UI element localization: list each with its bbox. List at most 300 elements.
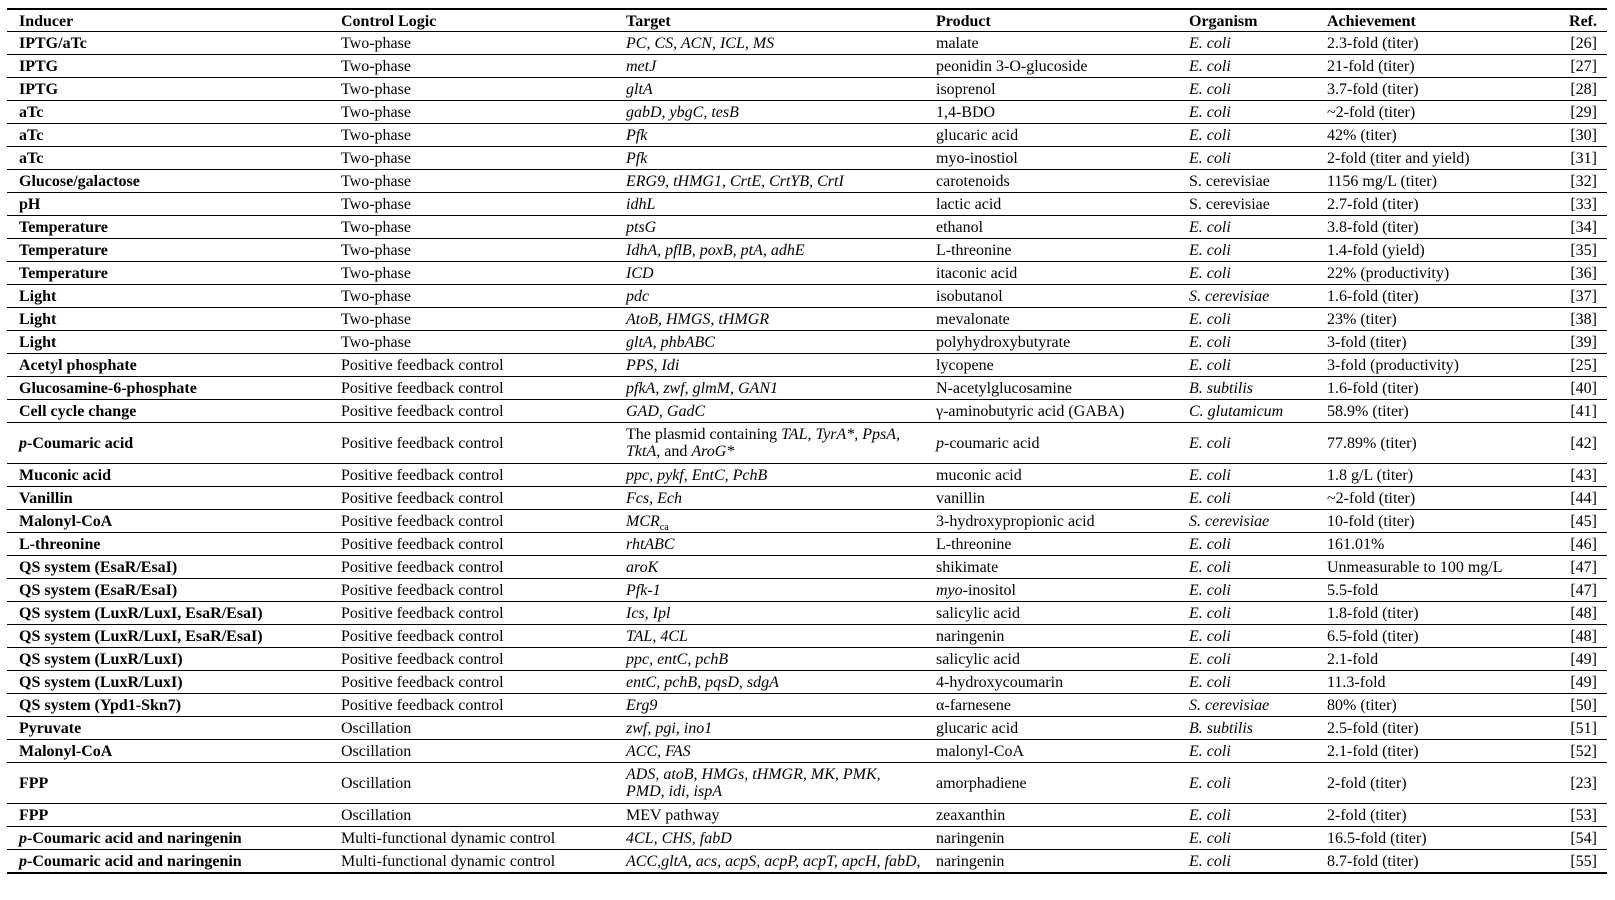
cell-product — [924, 170, 1177, 193]
cell-organism — [1177, 648, 1315, 671]
organism-text: S. cerevisiae — [1189, 512, 1270, 530]
ref-text: [28] — [1570, 80, 1597, 98]
cell-ref — [1535, 354, 1607, 377]
cell-inducer — [7, 354, 329, 377]
control-text: Two-phase — [341, 218, 411, 236]
cell-product — [924, 763, 1177, 804]
target-text: PC, CS, ACN, ICL, MS — [626, 34, 775, 52]
cell-inducer — [7, 78, 329, 101]
cell-product — [924, 556, 1177, 579]
cell-product — [924, 262, 1177, 285]
cell-achievement — [1315, 556, 1535, 579]
achievement-text: 21-fold (titer) — [1327, 57, 1415, 75]
metabolic-control-table — [7, 8, 1607, 874]
cell-target — [614, 533, 924, 556]
cell-inducer — [7, 648, 329, 671]
cell-achievement — [1315, 147, 1535, 170]
cell-control-logic — [329, 648, 614, 671]
control-text: Two-phase — [341, 172, 411, 190]
inducer-text: Temperature — [19, 241, 108, 259]
ref-text: [37] — [1570, 287, 1597, 305]
cell-control-logic — [329, 464, 614, 487]
cell-target — [614, 804, 924, 827]
ref-text: [23] — [1570, 774, 1597, 792]
target-text: TAL, TyrA*, PpsA, TktA, — [626, 426, 901, 460]
control-text: Positive feedback control — [341, 402, 504, 420]
ref-text: [38] — [1570, 310, 1597, 328]
organism-text: C. glutamicum — [1189, 402, 1284, 420]
cell-ref — [1535, 331, 1607, 354]
target-text: idhL — [626, 195, 656, 213]
organism-text: E. coli — [1189, 673, 1231, 691]
cell-inducer — [7, 827, 329, 850]
target-text: IdhA, pflB, poxB, ptA, adhE — [626, 241, 805, 259]
organism-text: E. coli — [1189, 218, 1231, 236]
product-prefix: p — [936, 434, 944, 452]
control-text: Positive feedback control — [341, 379, 504, 397]
product-text: naringenin — [936, 829, 1005, 847]
inducer-text: aTc — [19, 149, 44, 167]
achievement-text: 22% (productivity) — [1327, 264, 1450, 282]
cell-inducer — [7, 55, 329, 78]
cell-inducer — [7, 377, 329, 400]
cell-target — [614, 648, 924, 671]
inducer-text: QS system (LuxR/LuxI, EsaR/EsaI) — [19, 627, 263, 645]
cell-target — [614, 78, 924, 101]
control-text: Multi-functional dynamic control — [341, 829, 556, 847]
cell-inducer — [7, 533, 329, 556]
cell-achievement — [1315, 694, 1535, 717]
control-text: Positive feedback control — [341, 489, 504, 507]
product-text: shikimate — [936, 558, 999, 576]
cell-organism — [1177, 579, 1315, 602]
cell-organism — [1177, 827, 1315, 850]
cell-organism — [1177, 285, 1315, 308]
cell-control-logic — [329, 285, 614, 308]
organism-text: E. coli — [1189, 333, 1231, 351]
ref-text: [35] — [1570, 241, 1597, 259]
cell-achievement — [1315, 827, 1535, 850]
organism-text: B. subtilis — [1189, 719, 1254, 737]
header-row — [7, 9, 1607, 32]
organism-text: E. coli — [1189, 34, 1231, 52]
cell-target — [614, 850, 924, 874]
cell-inducer — [7, 740, 329, 763]
header-control-logic: Control Logic — [341, 13, 437, 30]
ref-text: [49] — [1570, 673, 1597, 691]
cell-achievement — [1315, 170, 1535, 193]
ref-text: [51] — [1570, 719, 1597, 737]
cell-product — [924, 147, 1177, 170]
ref-text: [50] — [1570, 696, 1597, 714]
cell-product — [924, 423, 1177, 464]
cell-control-logic — [329, 308, 614, 331]
cell-inducer — [7, 850, 329, 874]
target-text: zwf, pgi, ino1 — [626, 719, 713, 737]
cell-target — [614, 377, 924, 400]
cell-control-logic — [329, 717, 614, 740]
target-text: ppc, pykf, EntC, PchB — [626, 466, 768, 484]
achievement-text: 1.6-fold (titer) — [1327, 287, 1419, 305]
cell-target — [614, 32, 924, 55]
cell-target — [614, 579, 924, 602]
cell-target — [614, 694, 924, 717]
product-text: isobutanol — [936, 287, 1003, 305]
cell-inducer — [7, 602, 329, 625]
cell-target — [614, 124, 924, 147]
cell-target — [614, 331, 924, 354]
cell-organism — [1177, 354, 1315, 377]
achievement-text: 1.8 g/L (titer) — [1327, 466, 1414, 484]
ref-text: [43] — [1570, 466, 1597, 484]
cell-inducer — [7, 170, 329, 193]
achievement-text: 1.8-fold (titer) — [1327, 604, 1419, 622]
cell-achievement — [1315, 124, 1535, 147]
product-text: 1,4-BDO — [936, 103, 996, 121]
cell-inducer — [7, 101, 329, 124]
cell-product — [924, 579, 1177, 602]
cell-organism — [1177, 193, 1315, 216]
product-text: isoprenol — [936, 80, 996, 98]
cell-product — [924, 78, 1177, 101]
cell-achievement — [1315, 602, 1535, 625]
cell-ref — [1535, 533, 1607, 556]
ref-text: [33] — [1570, 195, 1597, 213]
organism-text: S. cerevisiae — [1189, 696, 1270, 714]
cell-inducer — [7, 285, 329, 308]
control-text: Two-phase — [341, 57, 411, 75]
table-row — [7, 170, 1607, 193]
cell-control-logic — [329, 556, 614, 579]
cell-inducer — [7, 579, 329, 602]
ref-text: [47] — [1570, 558, 1597, 576]
cell-inducer — [7, 763, 329, 804]
organism-text: E. coli — [1189, 466, 1231, 484]
cell-achievement — [1315, 262, 1535, 285]
inducer-text: -Coumaric acid and naringenin — [27, 852, 242, 870]
cell-organism — [1177, 850, 1315, 874]
achievement-text: 3.7-fold (titer) — [1327, 80, 1419, 98]
inducer-text: pH — [19, 195, 41, 213]
achievement-text: 23% (titer) — [1327, 310, 1397, 328]
cell-achievement — [1315, 804, 1535, 827]
cell-organism — [1177, 423, 1315, 464]
inducer-text: QS system (LuxR/LuxI, EsaR/EsaI) — [19, 604, 263, 622]
table-row — [7, 262, 1607, 285]
inducer-text: QS system (Ypd1-Skn7) — [19, 696, 182, 714]
ref-text: [45] — [1570, 512, 1597, 530]
cell-organism — [1177, 262, 1315, 285]
cell-inducer — [7, 147, 329, 170]
cell-inducer — [7, 487, 329, 510]
cell-control-logic — [329, 354, 614, 377]
target-text: Pfk — [626, 126, 648, 144]
table-row — [7, 101, 1607, 124]
cell-target — [614, 262, 924, 285]
control-text: Positive feedback control — [341, 512, 504, 530]
cell-inducer — [7, 671, 329, 694]
cell-inducer — [7, 556, 329, 579]
ref-text: [39] — [1570, 333, 1597, 351]
table-row — [7, 556, 1607, 579]
achievement-text: 2-fold (titer) — [1327, 774, 1407, 792]
cell-control-logic — [329, 602, 614, 625]
cell-target — [614, 717, 924, 740]
table-row — [7, 423, 1607, 464]
organism-text: E. coli — [1189, 650, 1231, 668]
cell-inducer — [7, 239, 329, 262]
cell-inducer — [7, 216, 329, 239]
cell-product — [924, 308, 1177, 331]
cell-product — [924, 377, 1177, 400]
cell-achievement — [1315, 464, 1535, 487]
control-text: Oscillation — [341, 719, 412, 737]
cell-organism — [1177, 602, 1315, 625]
cell-ref — [1535, 740, 1607, 763]
ref-text: [34] — [1570, 218, 1597, 236]
target-suffix: AroG* — [691, 443, 735, 460]
target-text: PPS, Idi — [626, 356, 680, 374]
cell-control-logic — [329, 694, 614, 717]
cell-target — [614, 55, 924, 78]
cell-organism — [1177, 804, 1315, 827]
control-text: Oscillation — [341, 742, 412, 760]
cell-ref — [1535, 850, 1607, 874]
control-text: Two-phase — [341, 149, 411, 167]
cell-achievement — [1315, 308, 1535, 331]
cell-product — [924, 331, 1177, 354]
cell-control-logic — [329, 510, 614, 533]
target-text: gltA — [626, 80, 653, 98]
ref-text: [46] — [1570, 535, 1597, 553]
inducer-text: Glucosamine-6-phosphate — [19, 379, 197, 397]
cell-product — [924, 55, 1177, 78]
table-row — [7, 216, 1607, 239]
cell-inducer — [7, 510, 329, 533]
product-text: glucaric acid — [936, 126, 1019, 144]
cell-control-logic — [329, 763, 614, 804]
cell-target — [614, 285, 924, 308]
cell-inducer — [7, 694, 329, 717]
control-text: Two-phase — [341, 126, 411, 144]
cell-ref — [1535, 78, 1607, 101]
organism-text: E. coli — [1189, 57, 1231, 75]
cell-inducer — [7, 423, 329, 464]
table-container — [7, 8, 1607, 874]
table-row — [7, 400, 1607, 423]
target-text: aroK — [626, 558, 659, 576]
inducer-text: Light — [19, 310, 57, 328]
cell-achievement — [1315, 579, 1535, 602]
cell-organism — [1177, 147, 1315, 170]
cell-product — [924, 124, 1177, 147]
achievement-text: 16.5-fold (titer) — [1327, 829, 1427, 847]
organism-text: E. coli — [1189, 604, 1231, 622]
cell-product — [924, 648, 1177, 671]
cell-control-logic — [329, 740, 614, 763]
cell-ref — [1535, 717, 1607, 740]
target-text: Pfk — [626, 149, 648, 167]
cell-product — [924, 32, 1177, 55]
ref-text: [40] — [1570, 379, 1597, 397]
table-row — [7, 625, 1607, 648]
target-text: ADS, atoB, HMGs, tHMGR, MK, PMK, PMD, idi, ispA — [626, 766, 881, 800]
cell-ref — [1535, 671, 1607, 694]
cell-control-logic — [329, 423, 614, 464]
inducer-prefix: p — [19, 829, 27, 847]
achievement-text: 1.4-fold (yield) — [1327, 241, 1425, 259]
header-achievement: Achievement — [1327, 13, 1416, 30]
achievement-text: 3.8-fold (titer) — [1327, 218, 1419, 236]
target-text: Erg9 — [626, 696, 658, 714]
inducer-text: FPP — [19, 806, 49, 824]
target-subscript: ca — [659, 521, 669, 533]
cell-product — [924, 694, 1177, 717]
cell-organism — [1177, 216, 1315, 239]
organism-text: S. cerevisiae — [1189, 172, 1270, 190]
cell-control-logic — [329, 78, 614, 101]
table-body — [7, 32, 1607, 874]
cell-achievement — [1315, 377, 1535, 400]
product-text: malonyl-CoA — [936, 742, 1024, 760]
ref-text: [31] — [1570, 149, 1597, 167]
inducer-text: Vanillin — [19, 489, 73, 507]
ref-text: [42] — [1570, 434, 1597, 452]
achievement-text: 2.1-fold (titer) — [1327, 742, 1419, 760]
cell-achievement — [1315, 740, 1535, 763]
organism-text: S. cerevisiae — [1189, 195, 1270, 213]
organism-text: E. coli — [1189, 489, 1231, 507]
table-row — [7, 763, 1607, 804]
cell-ref — [1535, 262, 1607, 285]
cell-inducer — [7, 331, 329, 354]
table-row — [7, 193, 1607, 216]
cell-inducer — [7, 193, 329, 216]
control-text: Two-phase — [341, 195, 411, 213]
cell-control-logic — [329, 193, 614, 216]
cell-product — [924, 510, 1177, 533]
cell-ref — [1535, 694, 1607, 717]
cell-target — [614, 763, 924, 804]
product-text: malate — [936, 34, 979, 52]
achievement-text: 161.01% — [1327, 535, 1385, 553]
cell-organism — [1177, 308, 1315, 331]
organism-text: E. coli — [1189, 829, 1231, 847]
cell-product — [924, 671, 1177, 694]
target-prefix: The plasmid containing — [626, 426, 782, 443]
table-row — [7, 464, 1607, 487]
cell-ref — [1535, 377, 1607, 400]
table-row — [7, 487, 1607, 510]
cell-product — [924, 827, 1177, 850]
inducer-text: IPTG/aTc — [19, 34, 87, 52]
target-text: ERG9, tHMG1, CrtE, CrtYB, CrtI — [626, 172, 844, 190]
achievement-text: ~2-fold (titer) — [1327, 489, 1416, 507]
target-text: ICD — [626, 264, 654, 282]
achievement-text: 2-fold (titer and yield) — [1327, 149, 1470, 167]
control-text: Two-phase — [341, 80, 411, 98]
organism-text: E. coli — [1189, 80, 1231, 98]
achievement-text: 10-fold (titer) — [1327, 512, 1415, 530]
cell-inducer — [7, 804, 329, 827]
cell-product — [924, 804, 1177, 827]
target-text: gltA, phbABC — [626, 333, 715, 351]
table-row — [7, 510, 1607, 533]
cell-organism — [1177, 763, 1315, 804]
target-text: metJ — [626, 57, 657, 75]
table-row — [7, 648, 1607, 671]
cell-product — [924, 487, 1177, 510]
achievement-text: 8.7-fold (titer) — [1327, 852, 1419, 870]
target-text: ppc, entC, pchB — [626, 650, 729, 668]
table-row — [7, 579, 1607, 602]
product-text: itaconic acid — [936, 264, 1018, 282]
cell-ref — [1535, 510, 1607, 533]
product-text: -inositol — [962, 581, 1016, 599]
cell-organism — [1177, 78, 1315, 101]
cell-product — [924, 285, 1177, 308]
cell-control-logic — [329, 377, 614, 400]
cell-product — [924, 850, 1177, 874]
cell-ref — [1535, 464, 1607, 487]
table-row — [7, 147, 1607, 170]
organism-text: E. coli — [1189, 774, 1231, 792]
table-row — [7, 354, 1607, 377]
inducer-text: QS system (EsaR/EsaI) — [19, 558, 178, 576]
cell-ref — [1535, 193, 1607, 216]
product-text: carotenoids — [936, 172, 1010, 190]
target-text: ACC,gltA, acs, acpS, acpP, acpT, apcH, fabD, — [626, 852, 921, 870]
cell-organism — [1177, 55, 1315, 78]
control-text: Positive feedback control — [341, 558, 504, 576]
control-text: Positive feedback control — [341, 673, 504, 691]
product-text: 4-hydroxycoumarin — [936, 673, 1064, 691]
cell-ref — [1535, 170, 1607, 193]
control-text: Oscillation — [341, 774, 412, 792]
control-text: Positive feedback control — [341, 604, 504, 622]
cell-target — [614, 464, 924, 487]
organism-text: E. coli — [1189, 241, 1231, 259]
header-organism: Organism — [1189, 13, 1258, 30]
inducer-text: aTc — [19, 103, 44, 121]
cell-achievement — [1315, 216, 1535, 239]
cell-organism — [1177, 510, 1315, 533]
cell-product — [924, 216, 1177, 239]
achievement-text: 6.5-fold (titer) — [1327, 627, 1419, 645]
cell-control-logic — [329, 331, 614, 354]
product-text: muconic acid — [936, 466, 1022, 484]
ref-text: [52] — [1570, 742, 1597, 760]
cell-inducer — [7, 124, 329, 147]
cell-control-logic — [329, 239, 614, 262]
cell-achievement — [1315, 78, 1535, 101]
cell-achievement — [1315, 423, 1535, 464]
cell-inducer — [7, 400, 329, 423]
target-text: TAL, 4CL — [626, 627, 688, 645]
cell-ref — [1535, 101, 1607, 124]
achievement-text: 2.5-fold (titer) — [1327, 719, 1419, 737]
cell-inducer — [7, 262, 329, 285]
ref-text: [32] — [1570, 172, 1597, 190]
cell-organism — [1177, 101, 1315, 124]
table-row — [7, 377, 1607, 400]
inducer-text: IPTG — [19, 57, 59, 75]
target-conjunction: and — [660, 443, 692, 460]
inducer-text: FPP — [19, 774, 49, 792]
ref-text: [25] — [1570, 356, 1597, 374]
cell-inducer — [7, 464, 329, 487]
achievement-text: 77.89% (titer) — [1327, 434, 1417, 452]
